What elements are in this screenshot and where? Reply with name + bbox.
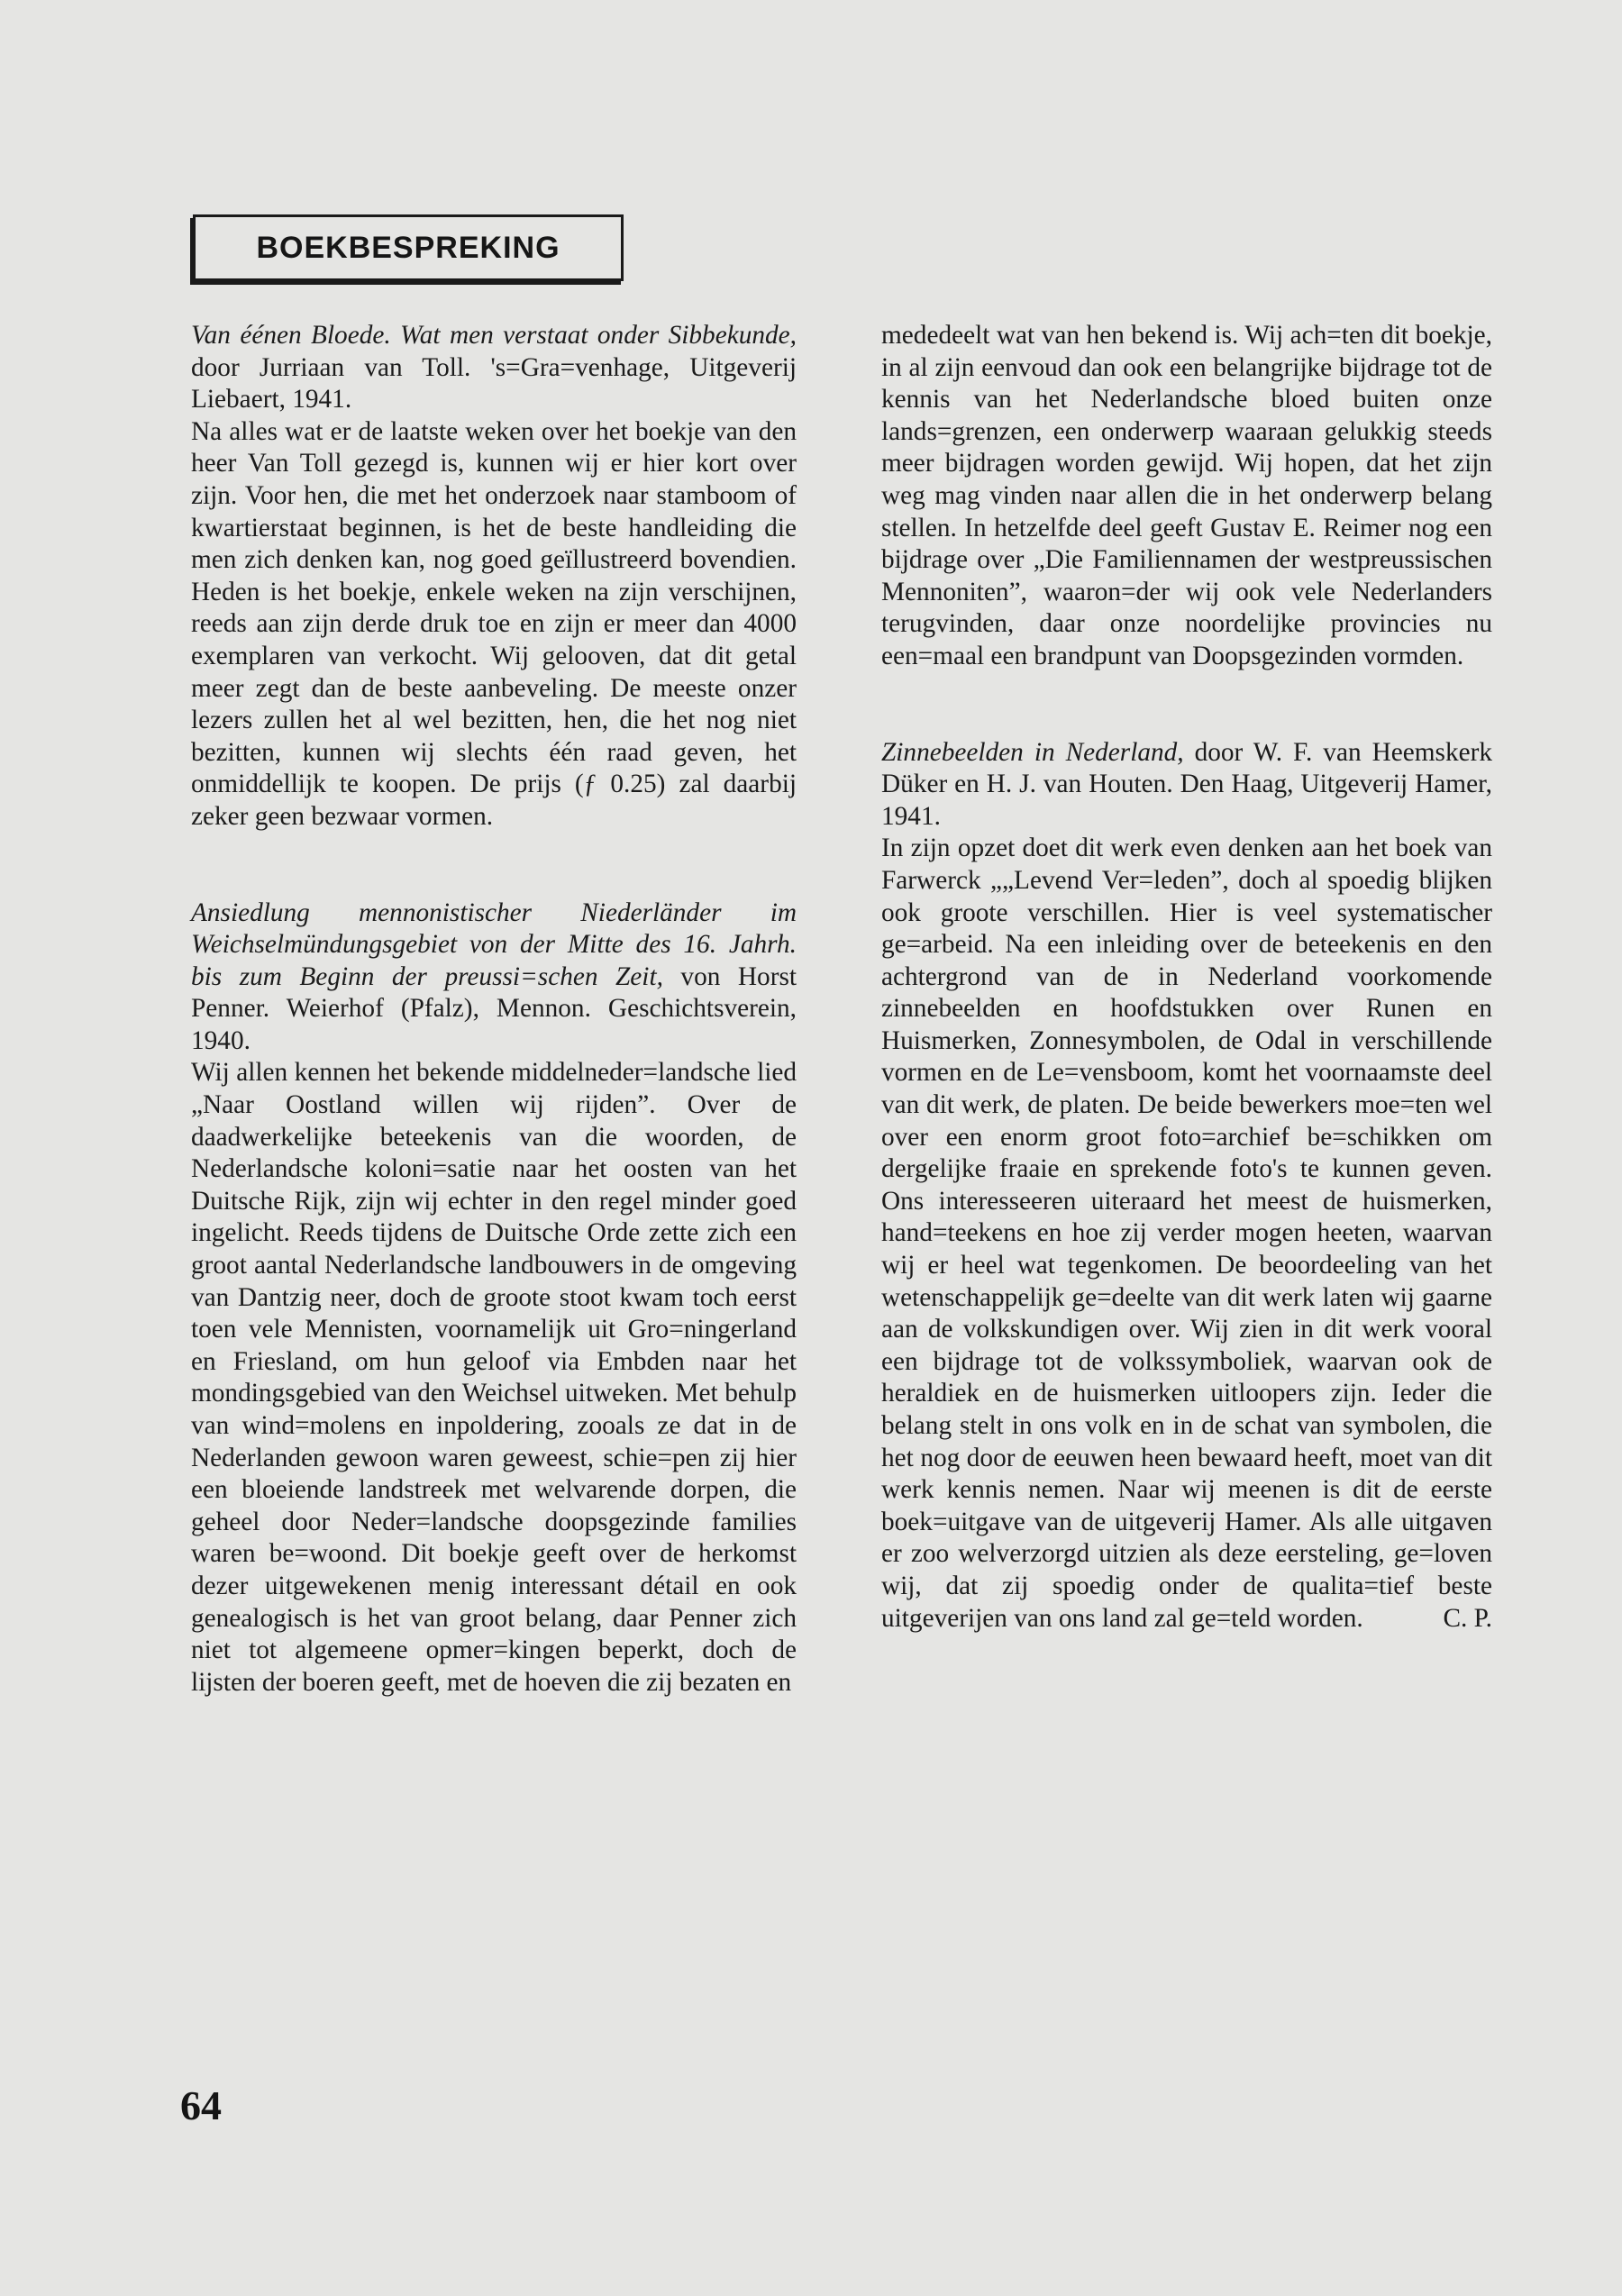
review-reference (191, 320, 797, 416)
review-van-eenen-bloede (191, 320, 797, 834)
right-column (881, 320, 1492, 1635)
review-body: Wij allen kennen het bekende middelneder=landsche lied „Naar Oostland willen wij rijden”. Over de daadwerkelijke beteekenis van die woorden, de Nederlandsche koloni=satie naar het oosten van het Duitsche Rijk, zijn wij echter in den regel minder goed ingelicht. Reeds tijdens de Duitsche Orde zette zich een groot aantal Nederlandsche landbouwers in de omgeving van Dantzig neer, doch de groote stoot kwam toch eerst toen vele Mennisten, voornamelijk uit Gro=ningerland en Friesland, om hun geloof via Embden naar het mondingsgebied van den Weichsel uitweken. Met behulp van wind=molens en inpoldering, zooals ze dat in de Nederlanden gewoon waren geweest, schie=pen zij hier een bloeiende landstreek met welvarende dorpen, die geheel door Neder=landsche doopsgezinde families waren be=woond. Dit boekje geeft over de herkomst dezer uitgewekenen menig interessant détail en ook genealogisch is het van groot belang, daar Penner zich niet tot algemeene opmer=kingen beperkt, doch de lijsten der boeren geeft, met de hoeven die zij bezaten en (191, 1058, 797, 1697)
review-reference (881, 737, 1492, 834)
section-heading-box (193, 214, 624, 281)
reviewer-signature: C. P. (1443, 1603, 1492, 1633)
review-ansiedlung-continued (881, 320, 1492, 673)
review-byline: door Jurriaan van Toll. 's=Gra=venhage, Uitgeverij Liebaert, 1941. (191, 352, 797, 415)
review-body: Na alles wat er de laatste weken over het boekje van den heer Van Toll gezegd is, kunnen wij er hier kort over zijn. Voor hen, die met het onderzoek naar stamboom of kwartierstaat beginnen, is het de beste handleiding die men zich denken kan, nog goed geïllustreerd bovendien. Heden is het boekje, enkele weken na zijn verschijnen, reeds aan zijn derde druk toe en zijn er meer dan 4000 exemplaren van verkocht. Wij gelooven, dat dit getal meer zegt dan de beste aanbeveling. De meeste onzer lezers zullen het al wel bezitten, hen, die het nog niet bezitten, kunnen wij slechts één raad geven, het onmiddellijk te koopen. De prijs (ƒ 0.25) zal daarbij zeker geen bezwaar vormen. (191, 416, 797, 831)
review-byline: door W. F. van Heemskerk Düker en H. J. van Houten. Den Haag, Uitgeverij Hamer, 1941. (881, 737, 1492, 831)
review-book-title: Ansiedlung mennonistischer Niederländer im Weichselmündungsgebiet von der Mitte des 16. Jahrh. bis zum Beginn der preussi=schen Zeit, (191, 897, 797, 991)
review-body-continued: mededeelt wat van hen bekend is. Wij ach=ten dit boekje, in al zijn eenvoud dan ook een belangrijke bijdrage tot de kennis van het Nederlandsche bloed buiten onze lands=grenzen, een onderwerp waaraan gelukkig steeds meer bijdragen worden gewijd. Wij hopen, dat het zijn weg mag vinden naar allen die in het onderwerp belang stellen. In hetzelfde deel geeft Gustav E. Reimer nog een bijdrage over „Die Familiennamen der westpreussischen Mennoniten”, waaron=der wij ook vele Nederlanders terugvinden, daar onze noordelijke provincies nu een=maal een brandpunt van Doopsgezinden vormden. (881, 321, 1492, 670)
review-byline: von Horst Penner. Weierhof (Pfalz), Mennon. Geschichtsverein, 1940. (191, 961, 797, 1055)
review-ansiedlung (191, 897, 797, 1699)
review-book-title: Van éénen Bloede. Wat men verstaat onder Sibbekunde, (191, 321, 797, 350)
page-number: 64 (180, 2082, 222, 2128)
review-zinnebeelden (881, 737, 1492, 1635)
review-book-title: Zinnebeelden in Nederland, (881, 737, 1184, 767)
left-column (191, 320, 797, 1699)
section-title: BOEKBESPREKING (256, 230, 560, 265)
review-body: In zijn opzet doet dit werk even denken aan het boek van Farwerck „„Levend Ver=leden”, doch al spoedig blijken ook groote verschillen. Hier is veel systematischer ge=arbeid. Na een inleiding over de beteekenis en den achtergrond van de in Nederland voorkomende zinnebeelden en hoofdstukken over Runen en Huismerken, Zonnesymbolen, de Odal in verschillende vormen en de Le=vensboom, komt het voornaamste deel van dit werk, de platen. De beide bewerkers moe=ten wel over een enorm groot foto=archief be=schikken om dergelijke fraaie en sprekende foto's te kunnen geven. Ons interesseeren uiteraard het meest de huismerken, hand=teekens en hoe zij verder mogen heeten, waarvan wij er heel wat tegenkomen. De beoordeeling van het wetenschappelijk ge=deelte van dit werk laten wij gaarne aan de volkskundigen over. Wij zien in dit werk vooral een bijdrage tot de volkssymboliek, waarvan ook de heraldiek en de huismerken uitloopers zijn. Ieder die belang stelt in ons volk en in de schat van symbolen, die het nog door de eeuwen heen bewaard heeft, moet van dit werk kennis nemen. Naar wij meenen is dit de eerste boek=uitgave van de uitgeverij Hamer. Als alle uitgaven er zoo welverzorgd uitzien als deze eersteling, ge=loven wij, dat zij spoedig onder de qualita=tief beste uitgeverijen van ons land zal ge=teld worden. (881, 834, 1492, 1633)
review-reference (191, 897, 797, 1058)
